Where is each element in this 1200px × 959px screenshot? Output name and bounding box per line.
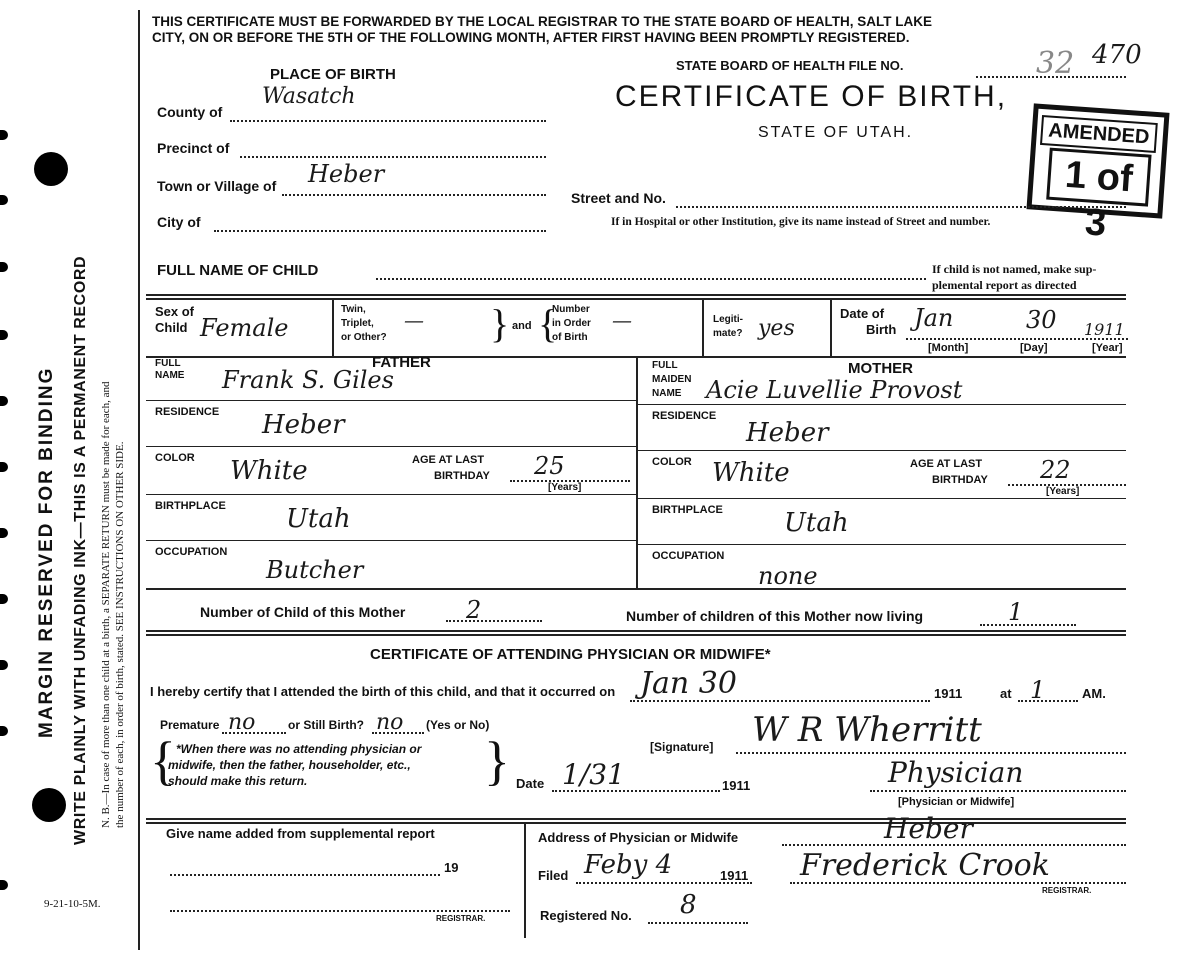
year-caption: [Year] bbox=[1092, 342, 1123, 354]
twin-label: Twin, bbox=[341, 304, 366, 315]
month-caption: [Month] bbox=[928, 342, 969, 354]
registered-no-label: Registered No. bbox=[540, 908, 632, 923]
birth-day: 30 bbox=[1026, 306, 1057, 334]
father-color-value: White bbox=[230, 456, 308, 486]
margin-mark bbox=[0, 528, 8, 538]
mother-age-label-2: BIRTHDAY bbox=[932, 474, 988, 486]
physician-title-value: Physician bbox=[888, 756, 1024, 789]
rule bbox=[702, 300, 704, 356]
father-name-value: Frank S. Giles bbox=[222, 366, 394, 394]
rule bbox=[146, 630, 1126, 632]
form-number: 9-21-10-5M. bbox=[44, 898, 101, 910]
mother-residence-label: RESIDENCE bbox=[652, 410, 717, 422]
child-number-line bbox=[446, 620, 542, 622]
certificate-title: CERTIFICATE OF BIRTH, bbox=[615, 80, 1008, 113]
rule bbox=[146, 400, 636, 401]
file-no-value: 32 bbox=[1036, 46, 1075, 81]
place-of-birth-heading: PLACE OF BIRTH bbox=[270, 66, 396, 83]
physician-title-line bbox=[870, 790, 1126, 792]
cert-date-label: Date bbox=[516, 776, 545, 791]
filed-year: 1911 bbox=[720, 868, 749, 883]
mother-occupation-value: none bbox=[758, 562, 818, 590]
number-label-3: of Birth bbox=[552, 332, 588, 343]
sex-label-2: Child bbox=[155, 320, 188, 335]
address-label: Address of Physician or Midwife bbox=[538, 830, 739, 845]
city-line bbox=[214, 230, 546, 232]
sex-label: Sex of bbox=[155, 304, 195, 319]
margin-note-line1: N. B.—In case of more than one child at a birth, a SEPARATE RETURN must be made for each, and bbox=[100, 381, 112, 828]
number-label-2: in Order bbox=[552, 318, 591, 329]
file-no-extra: 470 bbox=[1092, 40, 1142, 70]
supplemental-registrar-label: REGISTRAR. bbox=[436, 914, 486, 923]
margin-mark bbox=[0, 130, 8, 140]
city-label: City of bbox=[157, 214, 201, 230]
mother-occupation-label: OCCUPATION bbox=[652, 550, 725, 562]
rule bbox=[146, 446, 636, 447]
instruction-note-2: midwife, then the father, householder, etc., bbox=[168, 758, 411, 772]
filed-label: Filed bbox=[538, 868, 569, 883]
father-age-value: 25 bbox=[534, 452, 565, 480]
mother-name-label-2: MAIDEN bbox=[652, 374, 692, 385]
number-value: — bbox=[612, 308, 632, 332]
father-residence-value: Heber bbox=[262, 410, 345, 440]
father-occupation-label: OCCUPATION bbox=[155, 546, 228, 558]
rule bbox=[332, 300, 334, 356]
street-label: Street and No. bbox=[571, 190, 666, 206]
supplemental-year: 19 bbox=[444, 860, 459, 875]
precinct-label: Precinct of bbox=[157, 140, 230, 156]
margin-mark bbox=[0, 330, 8, 340]
sex-value: Female bbox=[200, 314, 289, 342]
registrar-signature: Frederick Crook bbox=[800, 848, 1050, 883]
header-notice-line1: THIS CERTIFICATE MUST BE FORWARDED BY THE LOCAL REGISTRAR TO THE STATE BOARD OF HEALTH, SALT LAKE bbox=[152, 14, 933, 29]
and-label: and bbox=[512, 320, 532, 332]
binding-margin-line bbox=[138, 10, 140, 950]
rule bbox=[636, 498, 1126, 499]
children-living-value: 1 bbox=[1008, 598, 1024, 626]
file-no-label: STATE BOARD OF HEALTH FILE NO. bbox=[676, 58, 904, 73]
precinct-line bbox=[240, 156, 546, 158]
rule bbox=[830, 300, 832, 356]
hospital-note: If in Hospital or other Institution, give its name instead of Street and number. bbox=[611, 216, 991, 228]
children-living-line bbox=[980, 624, 1076, 626]
cert-date-year: 1911 bbox=[722, 778, 751, 793]
brace: } bbox=[484, 731, 510, 791]
signature-line bbox=[736, 752, 1126, 754]
county-label: County of bbox=[157, 104, 223, 120]
not-named-note2: plemental report as directed bbox=[932, 278, 1077, 292]
father-age-label-2: BIRTHDAY bbox=[434, 470, 490, 482]
premature-value: no bbox=[228, 710, 256, 735]
legit-label-2: mate? bbox=[713, 328, 743, 339]
signature-label: [Signature] bbox=[650, 740, 714, 754]
bottom-divider bbox=[524, 822, 526, 938]
mother-name-value: Acie Luvellie Provost bbox=[706, 376, 963, 404]
am-label: AM. bbox=[1082, 686, 1106, 701]
town-line bbox=[282, 194, 546, 196]
rule bbox=[636, 544, 1126, 545]
rule bbox=[146, 588, 1126, 590]
still-birth-value: no bbox=[376, 710, 404, 735]
registered-no-value: 8 bbox=[680, 890, 697, 920]
mother-age-value: 22 bbox=[1040, 456, 1071, 484]
brace: { bbox=[538, 301, 558, 346]
physician-signature: W R Wherritt bbox=[752, 710, 982, 750]
margin-mark bbox=[0, 262, 8, 272]
father-color-label: COLOR bbox=[155, 452, 195, 464]
birth-month: Jan bbox=[914, 304, 954, 332]
county-value: Wasatch bbox=[262, 84, 356, 109]
brace: } bbox=[490, 301, 510, 346]
certify-text: I hereby certify that I attended the birth of this child, and that it occurred on bbox=[150, 684, 616, 699]
margin-note-line2: the number of each, in order of birth, stated. SEE INSTRUCTIONS ON OTHER SIDE. bbox=[114, 441, 126, 828]
birth-date-label-2: Birth bbox=[866, 322, 897, 337]
mother-name-label: FULL bbox=[652, 360, 678, 371]
street-line bbox=[676, 206, 1126, 208]
still-birth-label: or Still Birth? bbox=[288, 718, 364, 732]
rule bbox=[146, 294, 1126, 296]
legit-label: Legiti- bbox=[713, 314, 743, 325]
supplemental-registrar-line bbox=[170, 910, 510, 912]
town-label: Town or Village of bbox=[157, 178, 277, 194]
birth-date-label: Date of bbox=[840, 306, 885, 321]
state-label: STATE OF UTAH. bbox=[758, 124, 914, 141]
premature-label: Premature bbox=[160, 718, 220, 732]
county-line bbox=[230, 120, 546, 122]
margin-mark bbox=[0, 660, 8, 670]
twin-label-2: Triplet, bbox=[341, 318, 374, 329]
rule bbox=[146, 540, 636, 541]
physician-title-caption: [Physician or Midwife] bbox=[898, 796, 1015, 808]
brace: { bbox=[150, 731, 176, 791]
birth-year: 1911 bbox=[1084, 320, 1125, 339]
mother-birthplace-value: Utah bbox=[784, 508, 849, 538]
father-birthplace-label: BIRTHPLACE bbox=[155, 500, 226, 512]
father-birthplace-value: Utah bbox=[286, 504, 351, 534]
mother-name-label-3: NAME bbox=[652, 388, 682, 399]
mother-birthplace-label: BIRTHPLACE bbox=[652, 504, 723, 516]
child-name-line bbox=[376, 278, 926, 280]
margin-mark bbox=[0, 396, 8, 406]
rule bbox=[636, 450, 1126, 451]
twin-label-3: or Other? bbox=[341, 332, 387, 343]
mother-age-label: AGE AT LAST bbox=[910, 458, 983, 470]
mother-age-caption: [Years] bbox=[1046, 486, 1080, 497]
yes-no-label: (Yes or No) bbox=[426, 718, 490, 732]
rule bbox=[146, 818, 1126, 820]
registered-no-line bbox=[648, 922, 748, 924]
at-label: at bbox=[1000, 686, 1012, 701]
father-name-label: FULL bbox=[155, 358, 181, 369]
cert-date-value: 1/31 bbox=[562, 758, 625, 791]
child-name-label: FULL NAME OF CHILD bbox=[157, 262, 319, 279]
father-age-label: AGE AT LAST bbox=[412, 454, 485, 466]
not-named-note1: If child is not named, make sup- bbox=[932, 262, 1097, 276]
rule bbox=[146, 634, 1126, 636]
town-value: Heber bbox=[308, 160, 385, 188]
registrar-label: REGISTRAR. bbox=[1042, 886, 1092, 895]
day-caption: [Day] bbox=[1020, 342, 1048, 354]
father-age-caption: [Years] bbox=[548, 482, 582, 493]
amended-stamp bbox=[1026, 103, 1169, 245]
occurred-year: 1911 bbox=[934, 686, 963, 701]
margin-mark bbox=[0, 462, 8, 472]
instruction-note-3: should make this return. bbox=[168, 774, 308, 788]
children-living-label: Number of children of this Mother now living bbox=[626, 608, 924, 624]
mother-color-label: COLOR bbox=[652, 456, 692, 468]
margin-mark bbox=[0, 726, 8, 736]
time-value: 1 bbox=[1030, 676, 1046, 704]
number-label: Number bbox=[552, 304, 590, 315]
mother-color-value: White bbox=[712, 458, 790, 488]
header-notice-line2: CITY, ON OR BEFORE THE 5TH OF THE FOLLOWING MONTH, AFTER FIRST HAVING BEEN PROMPTLY REGISTERED. bbox=[152, 30, 910, 45]
instruction-note-1: *When there was no attending physician or bbox=[176, 742, 422, 756]
legit-value: yes bbox=[758, 316, 795, 341]
time-line bbox=[1018, 700, 1078, 702]
child-number-label: Number of Child of this Mother bbox=[200, 604, 406, 620]
margin-mark bbox=[0, 594, 8, 604]
amended-stamp-label: AMENDED bbox=[1040, 115, 1158, 153]
rule bbox=[636, 404, 1126, 405]
father-heading: FATHER bbox=[372, 354, 431, 371]
physician-heading: CERTIFICATE OF ATTENDING PHYSICIAN OR MIDWIFE* bbox=[370, 646, 771, 663]
child-number-value: 2 bbox=[466, 596, 482, 624]
mother-heading: MOTHER bbox=[848, 360, 913, 377]
filed-value: Feby 4 bbox=[584, 850, 673, 880]
supplemental-label: Give name added from supplemental report bbox=[166, 826, 435, 841]
rule bbox=[146, 298, 1126, 300]
binding-hole-top bbox=[34, 152, 68, 186]
twin-value: — bbox=[404, 308, 424, 332]
father-name-label-2: NAME bbox=[155, 370, 185, 381]
binding-hole-bottom bbox=[32, 788, 66, 822]
father-occupation-value: Butcher bbox=[266, 556, 364, 584]
address-value: Heber bbox=[884, 812, 973, 845]
rule bbox=[146, 494, 636, 495]
amended-stamp-count: 1 of 3 bbox=[1046, 148, 1151, 207]
mother-residence-value: Heber bbox=[746, 418, 829, 448]
margin-reserved-text: MARGIN RESERVED FOR BINDING bbox=[36, 366, 57, 738]
margin-ink-text: WRITE PLAINLY WITH UNFADING INK—THIS IS A PERMANENT RECORD bbox=[72, 255, 89, 845]
margin-mark bbox=[0, 880, 8, 890]
parents-divider bbox=[636, 356, 638, 588]
father-residence-label: RESIDENCE bbox=[155, 406, 220, 418]
rule bbox=[146, 822, 1126, 824]
supplemental-line bbox=[170, 874, 440, 876]
margin-mark bbox=[0, 195, 8, 205]
occurred-date: Jan 30 bbox=[640, 666, 737, 701]
